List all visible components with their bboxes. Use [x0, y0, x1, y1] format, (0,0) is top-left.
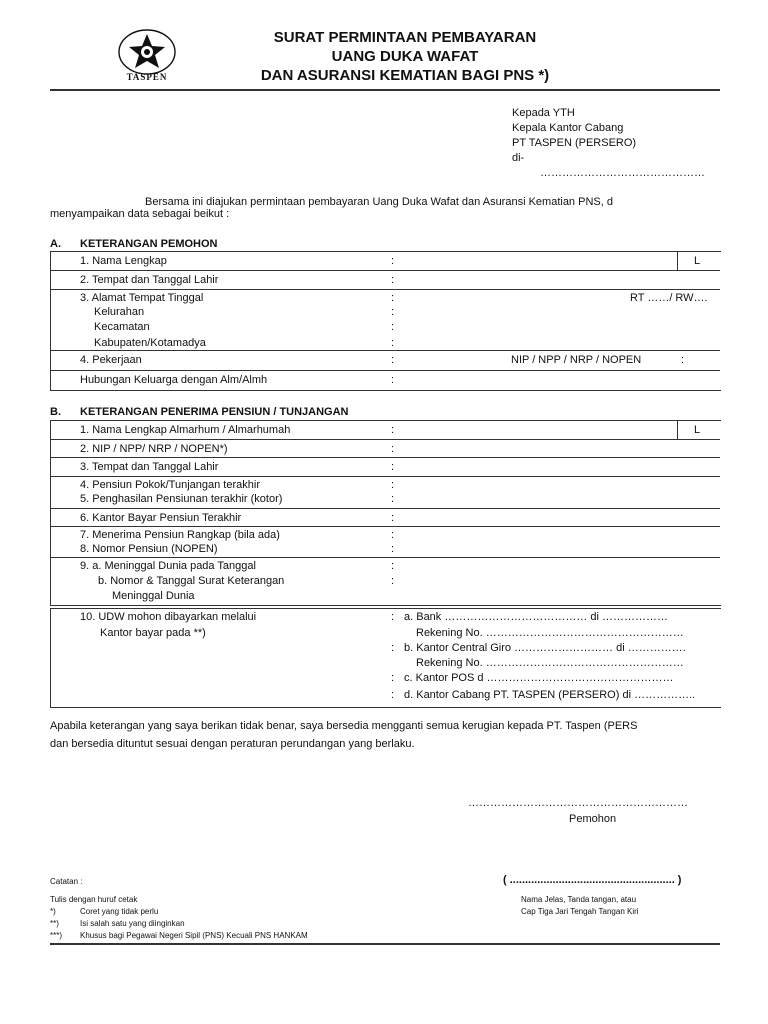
option-bank[interactable]: a. Bank ………………………………… di ………………: [404, 611, 669, 623]
field-pensiun-pokok: 4. Pensiun Pokok/Tunjangan terakhir: [80, 479, 260, 491]
footer-rule: [50, 943, 720, 945]
colon: :: [391, 255, 395, 267]
field-hubungan-keluarga: Hubungan Keluarga dengan Alm/Almh: [80, 374, 268, 386]
signature-name-field[interactable]: ( ...................................................... ): [503, 874, 682, 886]
field-alamat: 3. Alamat Tempat Tinggal: [80, 292, 204, 304]
colon: :: [391, 424, 395, 436]
notes-marker1: *): [50, 907, 56, 916]
signature-date-place-field[interactable]: ……………………………………………………: [468, 797, 688, 809]
section-b-letter: B.: [50, 406, 61, 418]
field-pekerjaan: 4. Pekerjaan: [80, 354, 142, 366]
signature-note1: Nama Jelas, Tanda tangan, atau: [521, 895, 637, 904]
notes-line0: Tulis dengan huruf cetak: [50, 895, 138, 904]
form-title-line2: UANG DUKA WAFAT: [331, 48, 479, 65]
addressee-location-field[interactable]: ………………………………………: [540, 167, 705, 179]
addressee-line1: Kepada YTH: [512, 107, 575, 119]
notes-text1: Coret yang tidak perlu: [80, 907, 159, 916]
row-divider: [50, 370, 720, 371]
field-penghasilan: 5. Penghasilan Pensiunan terakhir (kotor): [80, 493, 283, 505]
colon: :: [391, 575, 395, 587]
addressee-line3: PT TASPEN (PERSERO): [512, 137, 637, 149]
field-nama-lengkap: 1. Nama Lengkap: [80, 255, 167, 267]
option-bank-rekening[interactable]: Rekening No. ………………………………………………: [416, 627, 684, 639]
field-nomor-pensiun: 8. Nomor Pensiun (NOPEN): [80, 543, 218, 555]
closing-line1: Apabila keterangan yang saya berikan tidak benar, saya bersedia mengganti semua kerugian kepada PT. Taspen (PERS: [50, 720, 638, 732]
colon: :: [391, 672, 395, 684]
signature-note2: Cap Tiga Jari Tengah Tangan Kiri: [521, 907, 639, 916]
udw-label-line2: Kantor bayar pada **): [100, 627, 206, 639]
taspen-logo: [116, 28, 178, 86]
section-b-title: KETERANGAN PENERIMA PENSIUN / TUNJANGAN: [80, 406, 349, 418]
option-central-giro[interactable]: b. Kantor Central Giro ……………………… di …………….: [404, 642, 686, 654]
form-title-line3: DAN ASURANSI KEMATIAN BAGI PNS *): [260, 67, 550, 84]
notes-marker3: ***): [50, 931, 63, 940]
notes-title: Catatan :: [50, 877, 83, 886]
field-kabupaten: Kabupaten/Kotamadya: [94, 337, 206, 349]
nip-label: NIP / NPP / NRP / NOPEN: [511, 354, 642, 366]
field-pensiun-rangkap: 7. Menerima Pensiun Rangkap (bila ada): [80, 529, 280, 541]
row-divider: [50, 439, 720, 440]
udw-label-line1: 10. UDW mohon dibayarkan melalui: [80, 611, 257, 623]
colon: :: [391, 292, 395, 304]
field-ttl-almarhum: 3. Tempat dan Tanggal Lahir: [80, 461, 219, 473]
colon: :: [391, 512, 395, 524]
notes-marker2: **): [50, 919, 59, 928]
colon: :: [391, 354, 395, 366]
header-rule: [50, 89, 720, 91]
colon: :: [391, 306, 395, 318]
colon: :: [391, 543, 395, 555]
form-title-line1: SURAT PERMINTAAN PEMBAYARAN: [273, 29, 537, 46]
section-a-title: KETERANGAN PEMOHON: [80, 238, 218, 250]
intro-line2: menyampaikan data sebagai beikut :: [50, 208, 230, 220]
intro-line1: Bersama ini diajukan permintaan pembayaran Uang Duka Wafat dan Asuransi Kematian PNS, d: [145, 196, 613, 208]
row-divider: [50, 526, 720, 527]
gender-box-label: L: [694, 255, 701, 267]
row-divider: [50, 476, 720, 477]
colon: :: [391, 611, 395, 623]
section-a-letter: A.: [50, 238, 61, 250]
row-divider: [50, 289, 720, 290]
colon: :: [391, 529, 395, 541]
colon: :: [391, 689, 395, 701]
colon: :: [391, 560, 395, 572]
colon: :: [391, 337, 395, 349]
addressee-line4: di-: [512, 152, 525, 164]
field-kecamatan: Kecamatan: [94, 321, 150, 333]
rt-rw-field: RT ……/ RW….: [630, 292, 708, 304]
row-divider: [50, 270, 720, 271]
closing-line2: dan bersedia dituntut sesuai dengan peraturan perundangan yang berlaku.: [50, 738, 415, 750]
colon: :: [391, 374, 395, 386]
row-divider: [50, 457, 720, 458]
colon: :: [391, 461, 395, 473]
option-kantor-pos[interactable]: c. Kantor POS d ……………………………………………: [404, 672, 674, 684]
row-divider: [50, 350, 720, 351]
field-nama-almarhum: 1. Nama Lengkap Almarhum / Almarhumah: [80, 424, 291, 436]
row-divider: [50, 557, 720, 558]
row-divider: [50, 508, 720, 509]
colon: :: [391, 493, 395, 505]
addressee-line2: Kepala Kantor Cabang: [512, 122, 624, 134]
colon: :: [391, 321, 395, 333]
signature-role: Pemohon: [569, 813, 617, 825]
colon: :: [681, 354, 685, 366]
field-tempat-tanggal-lahir: 2. Tempat dan Tanggal Lahir: [80, 274, 219, 286]
field-surat-keterangan-cont: Meninggal Dunia: [112, 590, 195, 602]
colon: :: [391, 642, 395, 654]
option-kantor-cabang[interactable]: d. Kantor Cabang PT. TASPEN (PERSERO) di ……………..: [404, 689, 696, 701]
notes-text2: Isi salah satu yang diinginkan: [80, 919, 185, 928]
field-tanggal-meninggal: 9. a. Meninggal Dunia pada Tanggal: [80, 560, 256, 572]
logo-text: TASPEN: [126, 72, 168, 82]
colon: :: [391, 479, 395, 491]
gender-box-b-label: L: [694, 424, 701, 436]
field-nip-almarhum: 2. NIP / NPP/ NRP / NOPEN*): [80, 443, 228, 455]
field-surat-keterangan: b. Nomor & Tanggal Surat Keterangan: [98, 575, 285, 587]
colon: :: [391, 274, 395, 286]
field-kelurahan: Kelurahan: [94, 306, 145, 318]
colon: :: [391, 443, 395, 455]
notes-text3: Khusus bagi Pegawai Negeri Sipil (PNS) Kecuali PNS HANKAM: [80, 931, 308, 940]
option-central-giro-rekening[interactable]: Rekening No. ………………………………………………: [416, 657, 684, 669]
field-kantor-bayar: 6. Kantor Bayar Pensiun Terakhir: [80, 512, 242, 524]
